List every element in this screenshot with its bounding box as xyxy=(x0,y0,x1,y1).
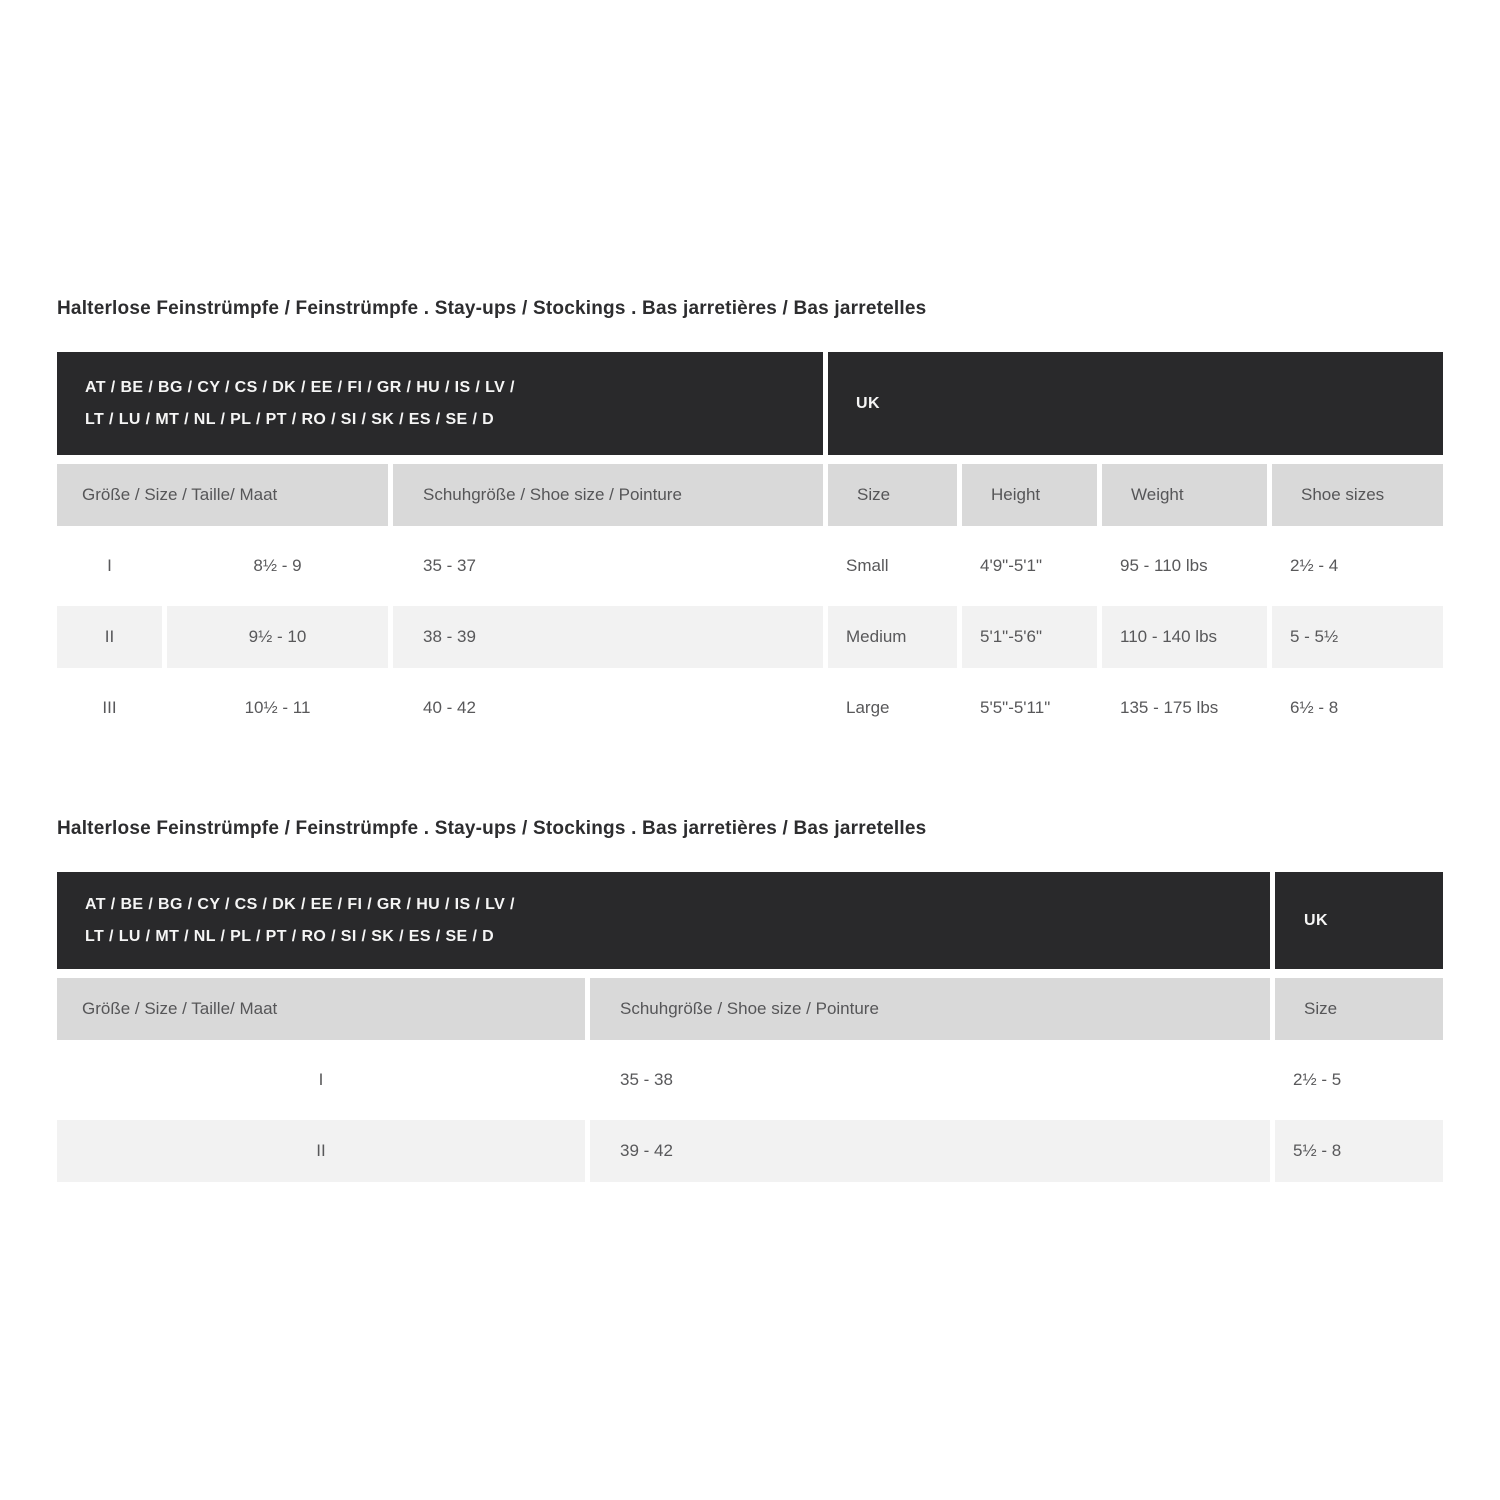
cell-uk-height: 5'5"-5'11" xyxy=(980,698,1051,717)
cell-roman-size: II xyxy=(57,606,162,668)
cell-uk-height: 4'9"-5'1" xyxy=(980,556,1043,575)
size-table-eu-uk xyxy=(57,352,1443,739)
cell-uk-shoe-sizes: 2½ - 4 xyxy=(1290,556,1339,575)
section-title: Halterlose Feinstrümpfe / Feinstrümpfe . Stay-ups / Stockings . Bas jarretières / Bas jarretelles xyxy=(57,298,927,319)
eu-countries-line2: LT / LU / MT / NL / PL / PT / RO / SI / SK / ES / SE / D xyxy=(85,927,495,945)
cell-uk-size-range: 2½ - 5 xyxy=(1293,1070,1342,1089)
cell-shoe-size-eu: 35 - 37 xyxy=(423,556,476,575)
col-header-shoe-size: Schuhgröße / Shoe size / Pointure xyxy=(393,464,823,526)
size-chart-section-1 xyxy=(57,298,1443,739)
cell-shoe-size-eu: 40 - 42 xyxy=(423,698,476,717)
cell-roman-size: I xyxy=(318,1070,324,1089)
cell-uk-height: 5'1"-5'6" xyxy=(962,606,1097,668)
size-table-eu-uk-simple xyxy=(57,872,1443,1182)
cell-uk-size: Small xyxy=(846,556,889,575)
eu-countries-line1: AT / BE / BG / CY / CS / DK / EE / FI / GR / HU / IS / LV / xyxy=(85,378,515,396)
section-title: Halterlose Feinstrümpfe / Feinstrümpfe . Stay-ups / Stockings . Bas jarretières / Bas jarretelles xyxy=(57,818,927,839)
cell-uk-weight: 135 - 175 lbs xyxy=(1120,698,1219,717)
cell-size-range: 8½ - 9 xyxy=(253,556,302,575)
col-header-uk-size: Size xyxy=(1275,978,1443,1040)
cell-uk-size: Medium xyxy=(828,606,957,668)
cell-uk-size: Large xyxy=(846,698,890,717)
cell-shoe-size-eu: 35 - 38 xyxy=(620,1070,673,1089)
cell-uk-shoe-sizes: 6½ - 8 xyxy=(1290,698,1339,717)
cell-roman-size: I xyxy=(107,556,112,575)
cell-uk-shoe-sizes: 5 - 5½ xyxy=(1272,606,1443,668)
eu-countries-header xyxy=(57,872,1270,969)
col-header-size: Größe / Size / Taille/ Maat xyxy=(57,978,585,1040)
cell-roman-size: III xyxy=(102,698,117,717)
eu-countries-header xyxy=(57,352,823,455)
eu-countries-line1: AT / BE / BG / CY / CS / DK / EE / FI / GR / HU / IS / LV / xyxy=(85,895,515,913)
cell-shoe-size-eu: 39 - 42 xyxy=(590,1120,1270,1182)
col-header-uk-size: Size xyxy=(828,464,957,526)
uk-header: UK xyxy=(1275,872,1443,969)
col-header-uk-shoe-sizes: Shoe sizes xyxy=(1272,464,1443,526)
cell-uk-size-range: 5½ - 8 xyxy=(1275,1120,1443,1182)
col-header-size: Größe / Size / Taille/ Maat xyxy=(57,464,388,526)
cell-roman-size: II xyxy=(57,1120,585,1182)
eu-countries-line2: LT / LU / MT / NL / PL / PT / RO / SI / SK / ES / SE / D xyxy=(85,410,495,428)
uk-header: UK xyxy=(828,352,1443,455)
col-header-shoe-size: Schuhgröße / Shoe size / Pointure xyxy=(590,978,1270,1040)
col-header-uk-height: Height xyxy=(962,464,1097,526)
cell-size-range: 10½ - 11 xyxy=(244,698,311,717)
cell-uk-weight: 110 - 140 lbs xyxy=(1102,606,1267,668)
size-chart-section-2 xyxy=(57,818,1443,1182)
cell-size-range: 9½ - 10 xyxy=(167,606,388,668)
col-header-uk-weight: Weight xyxy=(1102,464,1267,526)
cell-uk-weight: 95 - 110 lbs xyxy=(1120,556,1208,575)
cell-shoe-size-eu: 38 - 39 xyxy=(393,606,823,668)
